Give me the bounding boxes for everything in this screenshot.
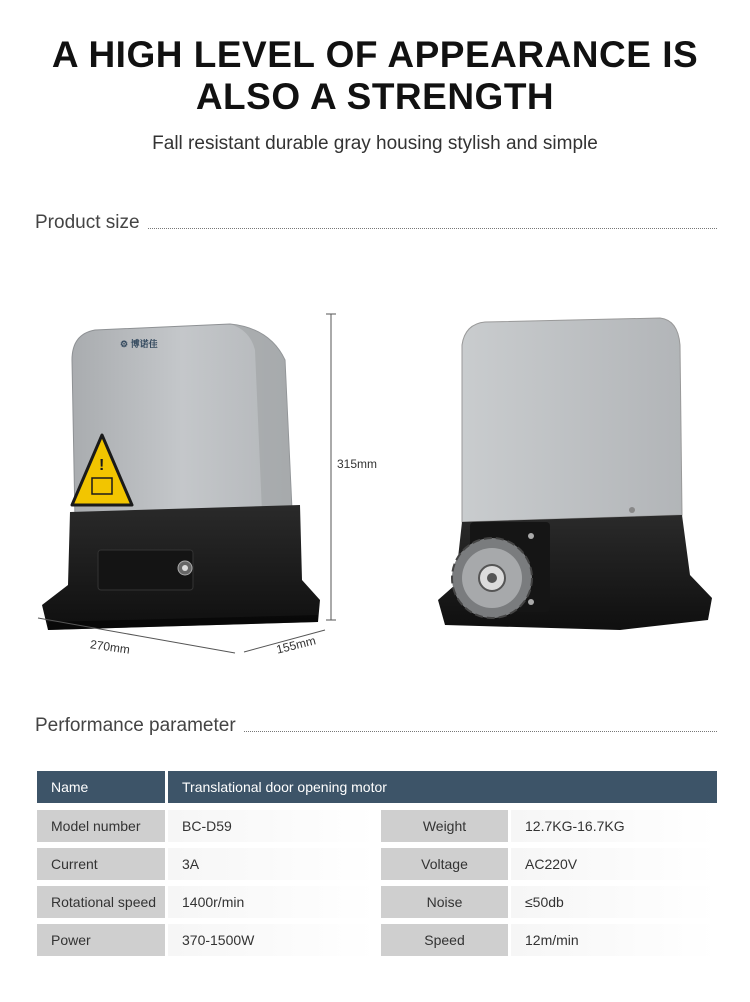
spec-value: ≤50db (511, 886, 717, 918)
spec-label: Weight (381, 810, 508, 842)
spec-value: 12.7KG-16.7KG (511, 810, 717, 842)
product-size-section-header (35, 212, 717, 240)
spec-label: Speed (381, 924, 508, 956)
spec-label: Noise (381, 886, 508, 918)
spec-label: Current (37, 848, 165, 880)
height-label: 315mm (337, 457, 378, 471)
spec-value: 12m/min (511, 924, 717, 956)
product-size-title: Product size (35, 212, 148, 234)
spec-value: BC-D59 (168, 810, 376, 842)
product-illustration (0, 300, 750, 680)
performance-title: Performance parameter (35, 715, 244, 737)
spec-label: Power (37, 924, 165, 956)
brand-logo: ⚙ 博诺佳 (120, 339, 158, 349)
headline (0, 34, 750, 118)
spec-table-row (37, 848, 717, 880)
depth-label: 155mm (274, 633, 318, 657)
spec-value: 3A (168, 848, 376, 880)
height-dimension-line (326, 314, 336, 620)
header-value-cell: Translational door opening motor (168, 771, 717, 803)
width-label: 270mm (89, 637, 131, 657)
spec-value: 1400r/min (168, 886, 376, 918)
headline-line-2: ALSO A STRENGTH (195, 76, 555, 117)
motor-side-view (438, 318, 712, 630)
headline-line-1: A HIGH LEVEL OF APPEARANCE IS (51, 34, 699, 75)
spec-table-row (37, 924, 717, 956)
subheadline: Fall resistant durable gray housing stylish and simple (152, 133, 598, 154)
spec-label: Rotational speed (37, 886, 165, 918)
spec-table-header (37, 771, 717, 803)
header-name-cell: Name (37, 771, 165, 803)
motor-front-view (42, 324, 320, 630)
performance-section-header (35, 715, 717, 743)
svg-text:!: ! (99, 457, 105, 474)
drive-gear-icon (452, 538, 532, 618)
spec-label: Model number (37, 810, 165, 842)
spec-label: Voltage (381, 848, 508, 880)
spec-table-row (37, 810, 717, 842)
spec-value: 370-1500W (168, 924, 376, 956)
spec-table-row (37, 886, 717, 918)
spec-value: AC220V (511, 848, 717, 880)
